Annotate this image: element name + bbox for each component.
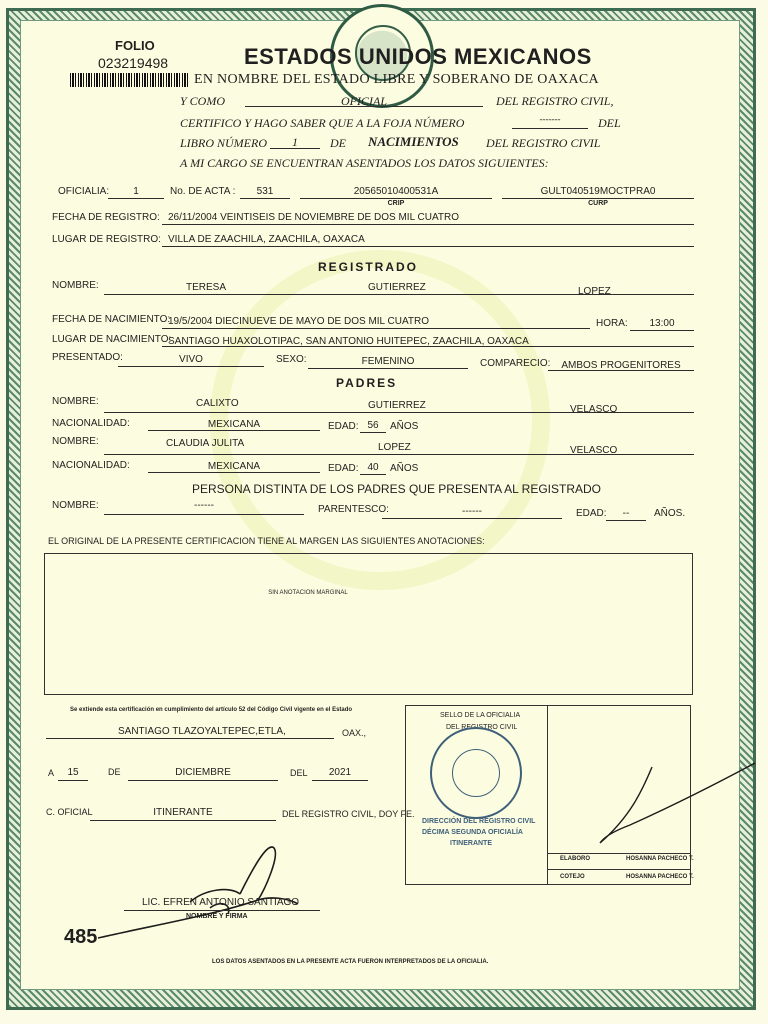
persona-edad-label: EDAD:: [576, 508, 607, 519]
sexo-label: SEXO:: [276, 354, 307, 365]
lugar-nacimiento-label: LUGAR DE NACIMIENTO:: [52, 334, 172, 345]
de-text: DE: [330, 136, 346, 150]
curp-label: CURP: [588, 200, 608, 207]
nacimientos-text: NACIMIENTOS: [368, 134, 459, 149]
madre-nacionalidad: MEXICANA: [207, 461, 261, 472]
fecha-registro-label: FECHA DE REGISTRO:: [52, 212, 160, 223]
sexo-value: FEMENINO: [361, 356, 415, 367]
padre-edad: 56: [367, 420, 379, 431]
foja-value: -------: [539, 114, 561, 124]
registrado-nombre-label: NOMBRE:: [52, 280, 99, 291]
fecha-mes: DICIEMBRE: [175, 767, 231, 778]
crip-label: CRIP: [387, 200, 405, 207]
presentado-label: PRESENTADO:: [52, 352, 123, 363]
certificacion-legal: Se extiende esta certificación en cumplimiento del artículo 52 del Código Civil vigente en el Estado: [70, 707, 353, 713]
registrado-apellido-2: LOPEZ: [578, 286, 611, 297]
persona-distinta-heading: PERSONA DISTINTA DE LOS PADRES QUE PRESENTA AL REGISTRADO: [192, 482, 601, 496]
del-text: DEL: [598, 116, 621, 130]
fecha-dia: 15: [67, 767, 79, 778]
y-como: Y COMO: [180, 94, 226, 108]
padre-apellido-1: GUTIERREZ: [368, 400, 426, 411]
registrado-nombre: TERESA: [186, 282, 227, 293]
country-title: ESTADOS UNIDOS MEXICANOS: [244, 44, 592, 69]
comparecio-value: AMBOS PROGENITORES: [561, 360, 681, 371]
folio-number: 023219498: [98, 55, 169, 71]
cotejo-label: COTEJO: [560, 874, 585, 880]
madre-edad: 40: [367, 462, 379, 473]
crip-value: 20565010400531A: [353, 186, 439, 197]
elaboro-label: ELABORO: [560, 856, 590, 862]
curp-value: GULT040519MOCTPRA0: [540, 186, 656, 197]
a-mi-cargo-text: A MI CARGO SE ENCUENTRAN ASENTADOS LOS DATOS SIGUIENTES:: [180, 156, 549, 170]
anotaciones-heading: EL ORIGINAL DE LA PRESENTE CERTIFICACION TIENE AL MARGEN LAS SIGUIENTES ANOTACIONES:: [48, 536, 485, 546]
stamp-line-1: DIRECCIÓN DEL REGISTRO CIVIL: [422, 818, 536, 825]
padre-nacionalidad: MEXICANA: [207, 419, 261, 430]
lugar-nacimiento-value: SANTIAGO HUAXOLOTIPAC, SAN ANTONIO HUITEPEC, ZAACHILA, OAXACA: [168, 336, 529, 347]
oficial-text: OFICIAL: [341, 94, 387, 108]
footer-note: LOS DATOS ASENTADOS EN LA PRESENTE ACTA FUERON INTERPRETADOS DE LA OFICIALIA.: [212, 959, 489, 965]
page-number: 485: [64, 926, 98, 948]
fecha-nacimiento-label: FECHA DE NACIMIENTO:: [52, 314, 171, 325]
cotejo-value: HOSANNA PACHECO T.: [626, 874, 694, 880]
fecha-de-2: DEL: [290, 768, 308, 778]
certificacion-estado: OAX.,: [342, 728, 367, 738]
madre-apellido-2: VELASCO: [570, 445, 618, 456]
official-stamp: [430, 727, 522, 819]
anotaciones-box: [44, 553, 693, 695]
c-oficial-value: ITINERANTE: [153, 807, 213, 818]
oficialia-label: OFICIALIA:: [58, 186, 110, 197]
official-signature: [90, 834, 330, 944]
fecha-a-label: A: [48, 768, 55, 778]
del-registro-civil-text: DEL REGISTRO CIVIL: [486, 136, 601, 150]
lugar-registro-value: VILLA DE ZAACHILA, ZAACHILA, OAXACA: [168, 234, 365, 245]
padre-nacionalidad-label: NACIONALIDAD:: [52, 418, 130, 429]
comparecio-label: COMPARECIO:: [480, 358, 551, 369]
firmante-name: LIC. EFREN ANTONIO SANTIAGO: [142, 897, 300, 908]
stamp-line-2: DÉCIMA SEGUNDA OFICIALÍA: [422, 829, 523, 836]
persona-anos: AÑOS.: [654, 508, 686, 519]
folio-barcode: [70, 73, 190, 87]
registro-civil-text: DEL REGISTRO CIVIL,: [496, 94, 614, 108]
nombre-y-firma-label: NOMBRE Y FIRMA: [186, 913, 248, 920]
libro-value: 1: [292, 135, 298, 149]
madre-nombre-label: NOMBRE:: [52, 436, 99, 447]
padre-nombre-label: NOMBRE:: [52, 396, 99, 407]
madre-anos: AÑOS: [390, 463, 419, 474]
padre-apellido-2: VELASCO: [570, 404, 618, 415]
header-line-1: EN NOMBRE DEL ESTADO LIBRE Y SOBERANO DE OAXACA: [194, 72, 599, 87]
madre-nombre: CLAUDIA JULITA: [166, 438, 245, 449]
sello-label-1: SELLO DE LA OFICIALIA: [440, 712, 521, 719]
registrado-heading: REGISTRADO: [318, 260, 419, 274]
sello-label-2: DEL REGISTRO CIVIL: [446, 724, 518, 731]
fecha-de-1: DE: [108, 767, 121, 777]
padres-heading: PADRES: [336, 376, 398, 390]
registrado-apellido-1: GUTIERREZ: [368, 282, 426, 293]
madre-apellido-1: LOPEZ: [378, 442, 411, 453]
persona-nombre-value: ------: [194, 500, 214, 511]
presentado-value: VIVO: [179, 354, 203, 365]
madre-nacionalidad-label: NACIONALIDAD:: [52, 460, 130, 471]
madre-edad-label: EDAD:: [328, 463, 359, 474]
persona-nombre-label: NOMBRE:: [52, 500, 99, 511]
padre-edad-label: EDAD:: [328, 421, 359, 432]
stamp-line-3: ITINERANTE: [450, 840, 492, 847]
doy-fe-text: DEL REGISTRO CIVIL, DOY FE.: [282, 809, 415, 819]
libro-numero-label: LIBRO NÚMERO: [180, 136, 267, 150]
lugar-registro-label: LUGAR DE REGISTRO:: [52, 234, 161, 245]
folio-label: FOLIO: [115, 38, 155, 53]
parentesco-label: PARENTESCO:: [318, 504, 389, 515]
fecha-anio: 2021: [328, 767, 352, 778]
padre-nombre: CALIXTO: [196, 398, 239, 409]
oficialia-value: 1: [133, 186, 139, 197]
hora-label: HORA:: [596, 318, 628, 329]
anotaciones-content: SIN ANOTACION MARGINAL: [248, 590, 368, 596]
padre-anos: AÑOS: [390, 421, 419, 432]
stamp-signature: [590, 755, 760, 850]
no-acta-label: No. DE ACTA :: [170, 186, 236, 197]
fecha-nacimiento-value: 19/5/2004 DIECINUEVE DE MAYO DE DOS MIL CUATRO: [168, 316, 429, 327]
hora-value: 13:00: [649, 318, 675, 329]
c-oficial-label: C. OFICIAL: [46, 807, 93, 817]
parentesco-value: ------: [462, 506, 482, 517]
certificacion-lugar: SANTIAGO TLAZOYALTEPEC,ETLA,: [118, 726, 286, 737]
elaboro-value: HOSANNA PACHECO T.: [626, 856, 694, 862]
persona-edad-value: --: [622, 508, 630, 519]
fecha-registro-value: 26/11/2004 VEINTISEIS DE NOVIEMBRE DE DOS MIL CUATRO: [168, 212, 460, 223]
certifico-text: CERTIFICO Y HAGO SABER QUE A LA FOJA NÚMERO: [180, 116, 465, 130]
no-acta-value: 531: [256, 186, 274, 197]
